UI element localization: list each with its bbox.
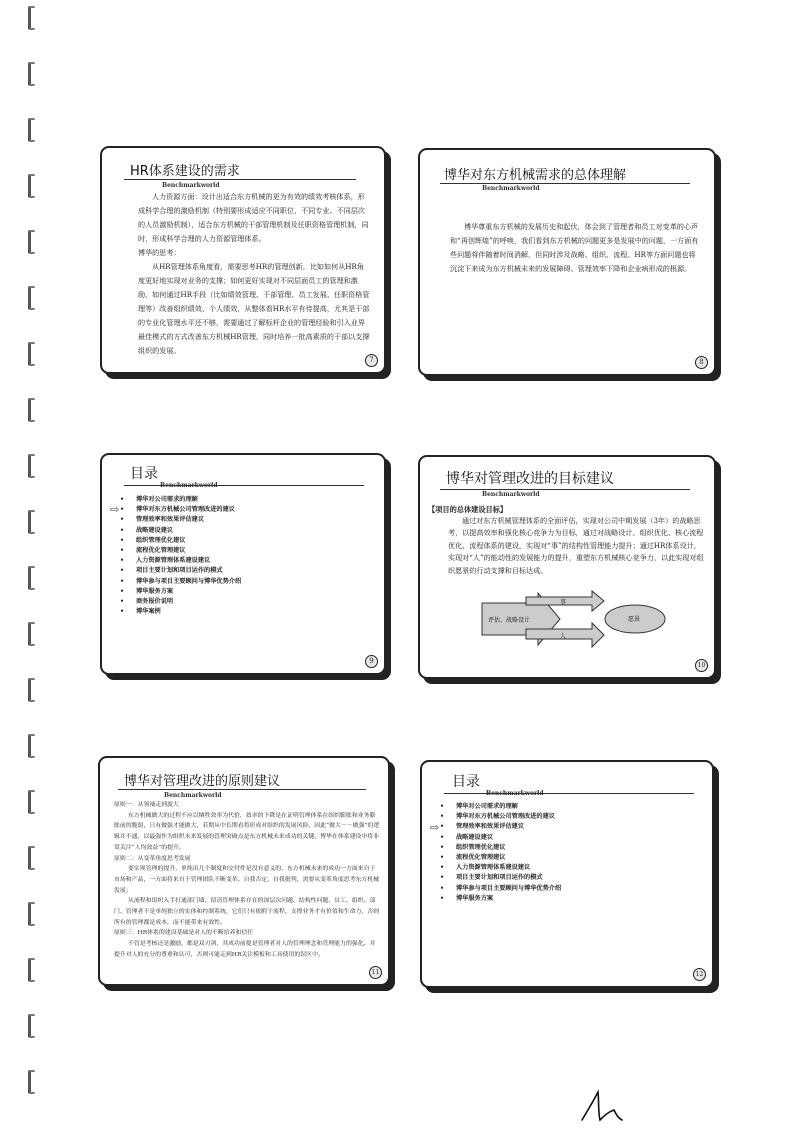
title-rule bbox=[444, 793, 694, 794]
toc-item[interactable]: • 博华服务方案 bbox=[118, 587, 241, 597]
slide-12 bbox=[420, 760, 714, 988]
table-of-contents bbox=[438, 802, 561, 904]
toc-item[interactable]: • 项目主要计划和项目运作的模式 bbox=[438, 873, 561, 883]
binder-ring bbox=[28, 286, 35, 310]
table-of-contents bbox=[118, 495, 241, 617]
principle-heading: 原则一：从领袖走到旋大 bbox=[114, 802, 179, 808]
binder-ring bbox=[28, 118, 35, 142]
toc-item[interactable]: • 博华案例 bbox=[118, 607, 241, 617]
brand-wordmark: Benchmarkworld bbox=[160, 482, 218, 489]
toc-item[interactable]: • 流程优化管理建议 bbox=[438, 853, 561, 863]
binder-ring bbox=[28, 1014, 35, 1038]
binder-holes bbox=[28, 0, 48, 1130]
body-paragraph: 不管是考核还是激励，都是双刃剑，其成功前提是管理者对人的管理理念和管理能力的强化，并提升对人的充分的尊重和认可，否则可能走到HR关注模板和工具使用的误区中。 bbox=[114, 941, 376, 958]
page-number: 10 bbox=[695, 659, 708, 672]
body-paragraph: 要实现管理的提升，单纯出几个制度和交付件是没有意义的，东方机械未来的成功一方面来自于市场和产品，一方面将来自于管理团队不断变革、自我否定、自我批判，需要从变革角度思考东方机械发展； bbox=[114, 866, 380, 894]
toc-item[interactable]: • 项目主要计划和项目运作的模式 bbox=[118, 566, 241, 576]
binder-ring bbox=[28, 398, 35, 422]
toc-item[interactable]: • 流程优化管理建议 bbox=[118, 546, 241, 556]
title-rule bbox=[440, 183, 690, 184]
diagram-bottom-label: 人 bbox=[560, 633, 567, 640]
page-number: 9 bbox=[365, 655, 378, 668]
body-paragraph: 东方机械做大的过程不应以牺牲效率为代价，效率的下降是在证明管理体系在组织膨胀和业务膨胀前的脆弱，只有做强才能做大，若期从中长期看将形成对组织的发展风险，因此“做大－－做强”的逻辑并不通，以最强作为组织未来发展的管理突破点是东方机械未来成功的关键，博华在体系建设中将非常关注“人均效益”的提升。 bbox=[114, 812, 380, 851]
page-number: 8 bbox=[695, 356, 708, 369]
slide-title: 博华对东方机械需求的总体理解 bbox=[444, 168, 627, 183]
binder-ring bbox=[28, 902, 35, 926]
current-section-arrow-icon: ⇨ bbox=[110, 503, 120, 516]
toc-item[interactable]: • 人力资源管理体系建设建议 bbox=[118, 556, 241, 566]
binder-ring bbox=[28, 958, 35, 982]
toc-item[interactable]: • 博华参与项目主要顾问与博华优势介绍 bbox=[438, 884, 561, 894]
title-rule bbox=[118, 789, 366, 790]
brand-wordmark: Benchmarkworld bbox=[162, 182, 220, 189]
page-number: 12 bbox=[693, 968, 706, 981]
toc-item[interactable]: • 博华对公司需求的理解 bbox=[118, 495, 241, 505]
slide-8 bbox=[418, 148, 716, 376]
toc-item[interactable]: • 组织管理优化建议 bbox=[438, 843, 561, 853]
brand-wordmark: Benchmarkworld bbox=[486, 790, 544, 797]
binder-ring bbox=[28, 174, 35, 198]
body-paragraph: 博华的思考： bbox=[138, 248, 181, 257]
diagram-left-label: 评估、战略设计 bbox=[488, 617, 531, 624]
toc-item[interactable]: • 博华对东方机械公司管理改进的建议 bbox=[438, 812, 561, 822]
slide-title: 目录 bbox=[452, 774, 480, 790]
slide-title: 博华对管理改进的目标建议 bbox=[446, 471, 614, 487]
toc-item[interactable]: • 商务报价说明 bbox=[118, 597, 241, 607]
toc-item[interactable]: • 战略建设建议 bbox=[118, 526, 241, 536]
binder-ring bbox=[28, 62, 35, 86]
binder-ring bbox=[28, 734, 35, 758]
toc-item[interactable]: • 博华对公司需求的理解 bbox=[438, 802, 561, 812]
brand-wordmark: Benchmarkworld bbox=[164, 792, 222, 799]
slide-body bbox=[448, 515, 706, 577]
slide-title: 目录 bbox=[130, 466, 158, 482]
slide-body bbox=[450, 220, 700, 276]
toc-item[interactable]: • 管理效率和效果评估建议 bbox=[118, 515, 241, 525]
goal-diagram bbox=[480, 589, 680, 653]
brand-wordmark: Benchmarkworld bbox=[482, 491, 540, 498]
binder-ring bbox=[28, 230, 35, 254]
slide-11 bbox=[98, 756, 390, 986]
slide-title: 博华对管理改进的原则建议 bbox=[124, 774, 281, 789]
toc-item[interactable]: • 博华对东方机械公司管理改进的建议 bbox=[118, 505, 241, 515]
handwritten-mark bbox=[576, 1086, 626, 1126]
section-heading: 【项目的总体建设目标】 bbox=[428, 505, 508, 514]
current-section-arrow-icon: ⇨ bbox=[430, 821, 440, 834]
binder-ring bbox=[28, 510, 35, 534]
binder-ring bbox=[28, 678, 35, 702]
body-paragraph: 人力资源方面：设计出适合东方机械的更为有效的绩效考核体系，形成科学合理的激励机制（特别要形成适应不同职位、不同专业、不同层次的人员激励机制），适合东方机械的干部管理机制及任职资格管理机制，同时，形成科学合理的人力资源管理体系。 bbox=[138, 192, 369, 243]
page-number: 7 bbox=[365, 354, 378, 367]
toc-item[interactable]: • 博华参与项目主要顾问与博华优势介绍 bbox=[118, 577, 241, 587]
diagram-goal-label: 愿景 bbox=[628, 616, 641, 623]
principle-heading: 原则三：HR体系的建设基础是对人的不断培养和信任 bbox=[114, 930, 254, 937]
toc-item[interactable]: • 战略建设建议 bbox=[438, 833, 561, 843]
binder-ring bbox=[28, 342, 35, 366]
principle-heading: 原则二：从变革角度思考发展 bbox=[114, 855, 191, 862]
slide-10 bbox=[418, 455, 716, 679]
binder-ring bbox=[28, 454, 35, 478]
title-rule bbox=[440, 489, 690, 490]
toc-item[interactable]: • 组织管理优化建议 bbox=[118, 536, 241, 546]
slide-9 bbox=[100, 453, 386, 675]
toc-item[interactable]: • 管理效率和效果评估建议 bbox=[438, 822, 561, 832]
binder-ring bbox=[28, 790, 35, 814]
toc-item[interactable]: • 人力资源管理体系建设建议 bbox=[438, 863, 561, 873]
slide-title: HR体系建设的需求 bbox=[130, 164, 240, 179]
binder-ring bbox=[28, 566, 35, 590]
slide-7 bbox=[100, 146, 386, 374]
slide-body bbox=[138, 190, 370, 358]
body-paragraph: 从流程和组织入手打通部门墙，留清管理体系存在的深层次问题、结构性问题、员工、组织、部门、管理者不是单纯独立的实体和控制系统，它们只有依附于流程、支撑业务才有价值和生命力，否则所有的管理都是成本，而不能带来有效性。 bbox=[114, 898, 380, 926]
binder-ring bbox=[28, 6, 35, 30]
title-rule bbox=[124, 179, 356, 180]
body-paragraph: 从HR管理体系角度看，需要思考HR的管理创新，比如如何从HR角度更好地实现对业务的支撑；如何更好实现对不同层面员工的管理和激励，如何通过HR手段（比如绩效管理、干部管理、员工发展、任职资格管理等）改善组织绩效、个人绩效，从整体看HR水平有待提高，尤其是干部的专业化管理水平还不够，需要通过了解标杆企业的管理经验和引入业界最佳模式的方式改善东方机械HR管理，同时培养一批高素质的干部以支撑组织的发展。 bbox=[138, 262, 370, 355]
binder-ring bbox=[28, 846, 35, 870]
page-number: 11 bbox=[369, 966, 382, 979]
binder-ring bbox=[28, 1070, 35, 1094]
body-paragraph: 通过对东方机械管理体系的全面评估，实现对公司中期发展（3年）的战略思考，以提高效率和强化核心竞争力为目标，通过对战略设计、组织优化、核心流程优化、流程体系的建设，实现对“事”的结构性管理能力提升；通过HR体系设计，实现对“人”的能动性的发展能力的提升，重塑东方机械核心竞争力，以此实现对组织愿景的行动支撑和目标达成。 bbox=[448, 516, 704, 575]
slide-body bbox=[114, 800, 380, 961]
binder-ring bbox=[28, 622, 35, 646]
toc-item[interactable]: • 博华服务方案 bbox=[438, 894, 561, 904]
brand-wordmark: Benchmarkworld bbox=[482, 185, 540, 192]
diagram-top-label: 事 bbox=[560, 599, 567, 606]
body-paragraph: 博华尊重东方机械的发展历史和起伏，体会到了管理者和员工对变革的心声和“再创辉煌”的呼唤，我们看到东方机械的问题更多是发展中的问题，一方面有些问题将伴随着时间消解，但同时涉及战略、组织、流程、HR等方面问题也将沉淀下来成为东方机械未来的发展障碍、管理效率下降和企业病形成的根源。 bbox=[450, 222, 699, 273]
